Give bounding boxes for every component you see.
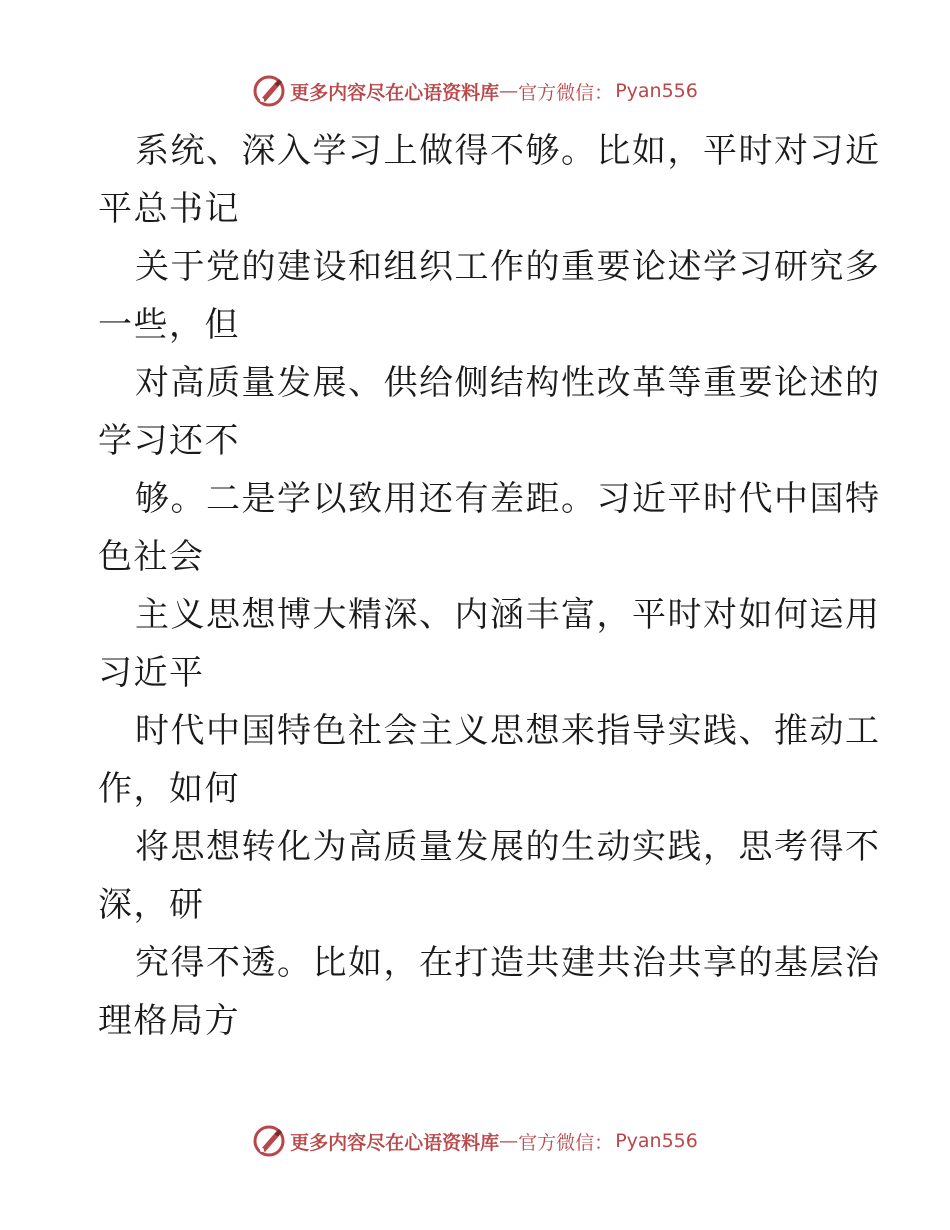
pen-circle-logo-icon [252,74,286,108]
banner-dash: — [499,80,519,102]
paragraph-line: 深，研 [98,885,205,925]
paragraph-line: 平总书记 [98,189,240,229]
banner-wechat-id: Pyan556 [615,80,698,102]
paragraph-line: 理格局方 [98,1001,240,1041]
banner-official-label: 官方微信： [518,1131,614,1154]
paragraph-4 [98,470,881,586]
paragraph-line: 主义思想博大精深、内涵丰富，平时对如何运用 [135,595,881,635]
paragraph-8 [98,934,881,1050]
paragraph-line: 色社会 [98,537,205,577]
pen-circle-logo-icon [252,1124,286,1158]
document-body [98,122,881,1050]
paragraph-line: 习近平 [98,653,205,693]
paragraph-1 [98,122,881,238]
paragraph-6 [98,702,881,818]
paragraph-line: 作，如何 [98,769,240,809]
paragraph-line: 一些，但 [98,305,240,345]
footer-watermark-banner [0,1121,950,1161]
paragraph-line: 关于党的建设和组织工作的重要论述学习研究多 [135,247,881,287]
paragraph-line: 究得不透。比如，在打造共建共治共享的基层治 [135,943,881,983]
paragraph-line: 时代中国特色社会主义思想来指导实践、推动工 [135,711,881,751]
paragraph-7 [98,818,881,934]
paragraph-line: 学习还不 [98,421,240,461]
paragraph-2 [98,238,881,354]
paragraph-3 [98,354,881,470]
header-watermark-banner [0,71,950,111]
paragraph-line: 够。二是学以致用还有差距。习近平时代中国特 [135,479,881,519]
banner-wechat-id: Pyan556 [615,1130,698,1152]
banner-dash: — [499,1130,519,1152]
paragraph-line: 系统、深入学习上做得不够。比如，平时对习近 [135,131,881,171]
paragraph-5 [98,586,881,702]
banner-title: 更多内容尽在心语资料库 [290,1131,500,1154]
banner-title: 更多内容尽在心语资料库 [290,81,500,104]
banner-official-label: 官方微信： [518,81,614,104]
paragraph-line: 将思想转化为高质量发展的生动实践，思考得不 [135,827,881,867]
paragraph-line: 对高质量发展、供给侧结构性改革等重要论述的 [135,363,881,403]
